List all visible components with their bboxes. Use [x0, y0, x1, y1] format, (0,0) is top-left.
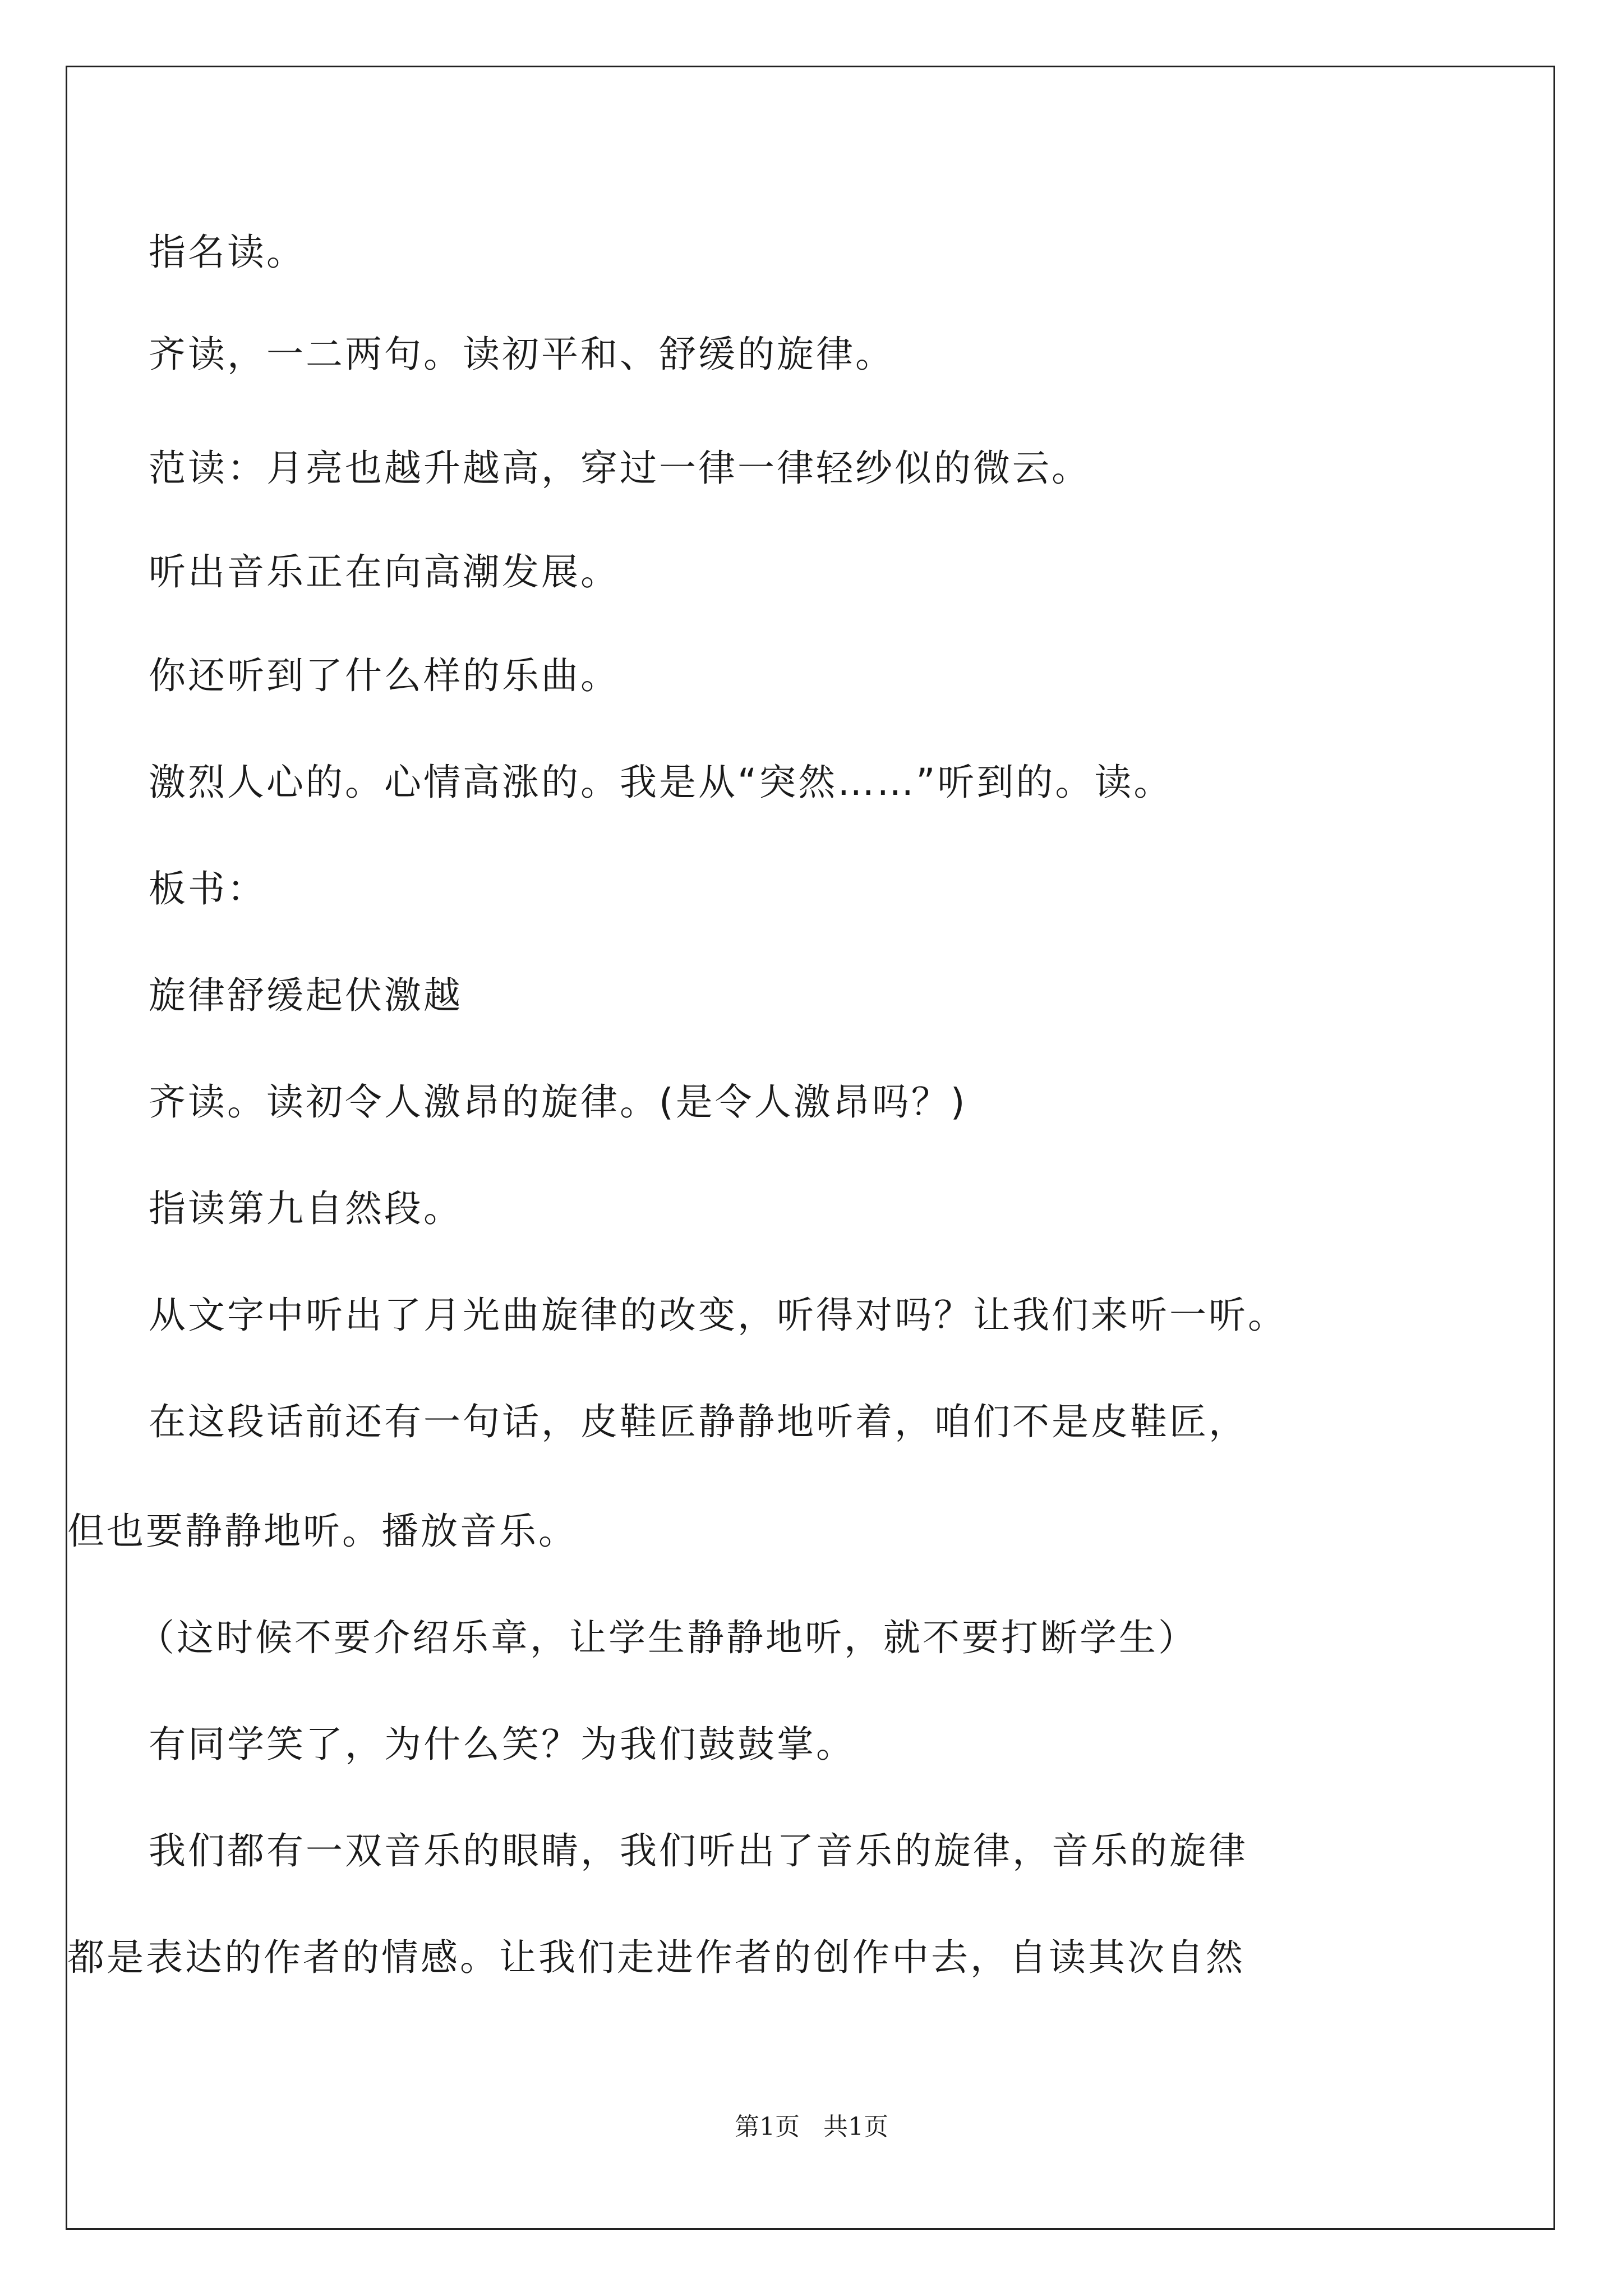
paragraph-line: 有同学笑了，为什么笑？为我们鼓鼓掌。	[149, 1723, 855, 1766]
paragraph-line: 范读：月亮也越升越高，穿过一律一律轻纱似的微云。	[149, 447, 1091, 490]
paragraph-line: 我们都有一双音乐的眼睛，我们听出了音乐的旋律，音乐的旋律	[149, 1829, 1248, 1872]
paragraph-line: 齐读，一二两句。读初平和、舒缓的旋律。	[149, 333, 895, 376]
paragraph-line: 齐读。读初令人激昂的旋律。(是令人激昂吗？)	[149, 1080, 967, 1124]
paragraph-line: 都是表达的作者的情感。让我们走进作者的创作中去，自读其次自然	[67, 1936, 1245, 1979]
paragraph-line: 板书：	[149, 867, 266, 910]
paragraph-line: 旋律舒缓起伏激越	[149, 974, 463, 1017]
paragraph-line: 听出音乐正在向高潮发展。	[149, 550, 620, 593]
paragraph-line: 在这段话前还有一句话，皮鞋匠静静地听着，咱们不是皮鞋匠，	[149, 1400, 1248, 1443]
paragraph-line: 你还听到了什么样的乐曲。	[149, 654, 620, 697]
paragraph-line: （这时候不要介绍乐章，让学生静静地听，就不要打断学生）	[137, 1616, 1197, 1659]
page-total: 共1页	[823, 2113, 888, 2141]
page-frame	[66, 66, 1555, 2230]
paragraph-line: 指名读。	[149, 231, 306, 274]
paragraph-line: 激烈人心的。心情高涨的。我是从“突然……”听到的。读。	[149, 761, 1173, 804]
paragraph-line: 但也要静静地听。播放音乐。	[67, 1510, 578, 1553]
paragraph-line: 从文字中听出了月光曲旋律的改变，听得对吗？让我们来听一听。	[149, 1294, 1287, 1337]
paragraph-line: 指读第九自然段。	[149, 1187, 463, 1230]
page-number: 第1页	[735, 2113, 800, 2141]
page-footer	[0, 2110, 1623, 2144]
